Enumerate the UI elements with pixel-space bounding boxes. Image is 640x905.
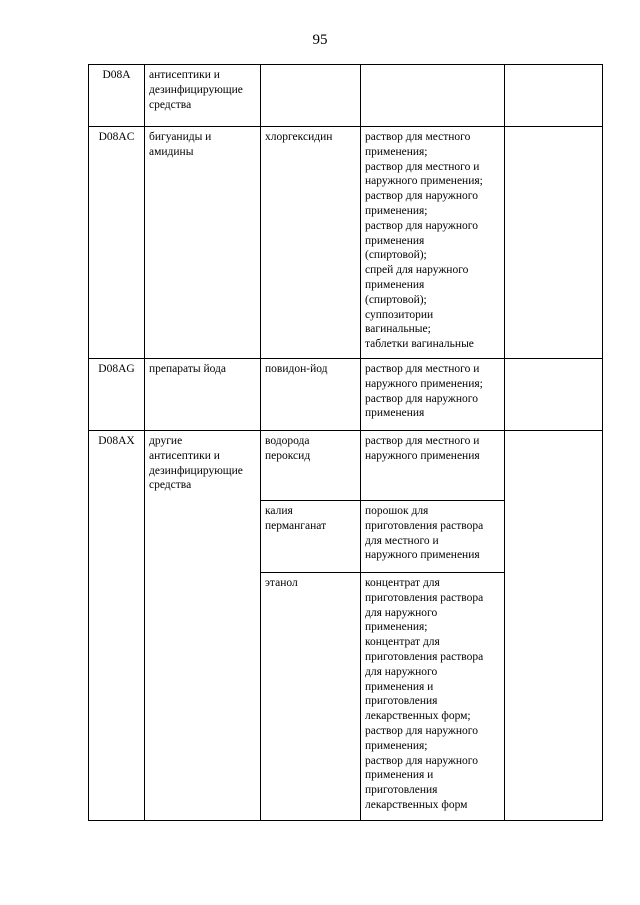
dosage-forms-cell [361, 127, 505, 359]
dosage-forms-cell [361, 65, 505, 127]
dosage-forms-cell-line: раствор для местного [365, 131, 471, 143]
dosage-forms-cell-line: (спиртовой); [365, 293, 427, 306]
table-row [89, 430, 603, 500]
drug-name-cell [261, 430, 361, 500]
atc-code-cell [89, 358, 145, 430]
table-row [89, 358, 603, 430]
dosage-forms-cell-line: раствор для местного и [365, 362, 480, 375]
group-name-cell-line: бигуаниды и [149, 131, 212, 143]
group-name-cell-line: средства [149, 98, 192, 111]
drug-name-cell-line: хлоргексидин [265, 131, 333, 143]
dosage-forms-cell-line: наружного применения; [365, 175, 483, 188]
notes-cell [505, 358, 603, 430]
group-name-cell-line: антисептики и [149, 449, 220, 462]
group-name-cell-line: дезинфицирующие [149, 83, 243, 96]
dosage-forms-cell [361, 430, 505, 500]
drug-name-cell [261, 572, 361, 820]
page-number: 95 [312, 32, 328, 48]
group-name-cell-line: амидины [149, 145, 194, 158]
notes-cell [505, 127, 603, 359]
group-name-cell-line: антисептики и [149, 69, 220, 81]
dosage-forms-cell-line: применения [365, 407, 425, 420]
dosage-forms-cell-line: применения и [365, 680, 434, 693]
drug-name-cell-line: пероксид [265, 449, 311, 462]
notes-cell [505, 65, 603, 127]
dosage-forms-cell-line: раствор для наружного [365, 724, 478, 737]
drug-classification-table [88, 64, 603, 821]
group-name-cell-line: другие [149, 434, 183, 447]
dosage-forms-cell-line: концентрат для [365, 576, 440, 589]
group-name-cell-line: препараты йода [149, 362, 226, 375]
dosage-forms-cell [361, 572, 505, 820]
atc-code: D08A [102, 69, 131, 81]
drug-name-cell-line: повидон-йод [265, 362, 328, 375]
dosage-forms-cell-line: раствор для наружного [365, 392, 478, 405]
group-name-cell [145, 358, 261, 430]
dosage-forms-cell-line: наружного применения [365, 449, 480, 462]
group-name-cell [145, 430, 261, 820]
drug-name-cell [261, 358, 361, 430]
drug-name-cell [261, 500, 361, 572]
dosage-forms-cell-line: порошок для [365, 504, 429, 517]
dosage-forms-cell-line: приготовления раствора [365, 519, 484, 532]
dosage-forms-cell-line: раствор для местного и [365, 434, 480, 447]
dosage-forms-cell-line: приготовления [365, 695, 438, 708]
notes-cell [505, 430, 603, 820]
dosage-forms-cell-line: суппозитории [365, 308, 434, 321]
dosage-forms-cell-line: наружного применения; [365, 377, 483, 390]
dosage-forms-cell-line: применения; [365, 204, 428, 217]
dosage-forms-cell-line: раствор для местного и [365, 160, 480, 173]
dosage-forms-cell-line: (спиртовой); [365, 249, 427, 262]
atc-code: D08AG [98, 362, 135, 375]
dosage-forms-cell-line: применения [365, 278, 425, 291]
drug-name-cell-line: этанол [265, 576, 298, 589]
dosage-forms-cell-line: лекарственных форм [365, 798, 468, 811]
dosage-forms-cell-line: применения; [365, 739, 428, 752]
group-name-cell-line: дезинфицирующие [149, 464, 243, 477]
atc-code-cell [89, 127, 145, 359]
table-row [89, 65, 603, 127]
atc-code: D08AC [98, 131, 135, 143]
group-name-cell-line: средства [149, 479, 192, 492]
dosage-forms-cell-line: применения; [365, 621, 428, 634]
drug-name-cell-line: перманганат [265, 519, 327, 532]
dosage-forms-cell-line: лекарственных форм; [365, 710, 471, 723]
dosage-forms-cell-line: наружного применения [365, 549, 480, 562]
drug-name-cell-line: водорода [265, 434, 310, 447]
dosage-forms-cell-line: приготовления [365, 784, 438, 797]
group-name-cell [145, 65, 261, 127]
dosage-forms-cell-line: таблетки вагинальные [365, 338, 474, 351]
drug-name-cell-line: калия [265, 504, 293, 517]
atc-code-cell [89, 430, 145, 820]
dosage-forms-cell [361, 500, 505, 572]
atc-code-cell [89, 65, 145, 127]
table-row [89, 127, 603, 359]
dosage-forms-cell-line: приготовления раствора [365, 591, 484, 604]
drug-name-cell [261, 65, 361, 127]
dosage-forms-cell-line: применения и [365, 769, 434, 782]
dosage-forms-cell-line: применения [365, 234, 425, 247]
dosage-forms-cell-line: спрей для наружного [365, 264, 469, 277]
dosage-forms-cell-line: концентрат для [365, 636, 440, 649]
dosage-forms-cell-line: для местного и [365, 534, 439, 547]
drug-name-cell [261, 127, 361, 359]
dosage-forms-cell-line: для наружного [365, 665, 438, 678]
dosage-forms-cell [361, 358, 505, 430]
dosage-forms-cell-line: раствор для наружного [365, 754, 478, 767]
dosage-forms-cell-line: раствор для наружного [365, 190, 478, 203]
dosage-forms-cell-line: для наружного [365, 606, 438, 619]
dosage-forms-cell-line: применения; [365, 145, 428, 158]
atc-code: D08AX [98, 434, 135, 447]
dosage-forms-cell-line: приготовления раствора [365, 650, 484, 663]
dosage-forms-cell-line: раствор для наружного [365, 219, 478, 232]
group-name-cell [145, 127, 261, 359]
dosage-forms-cell-line: вагинальные; [365, 323, 431, 336]
